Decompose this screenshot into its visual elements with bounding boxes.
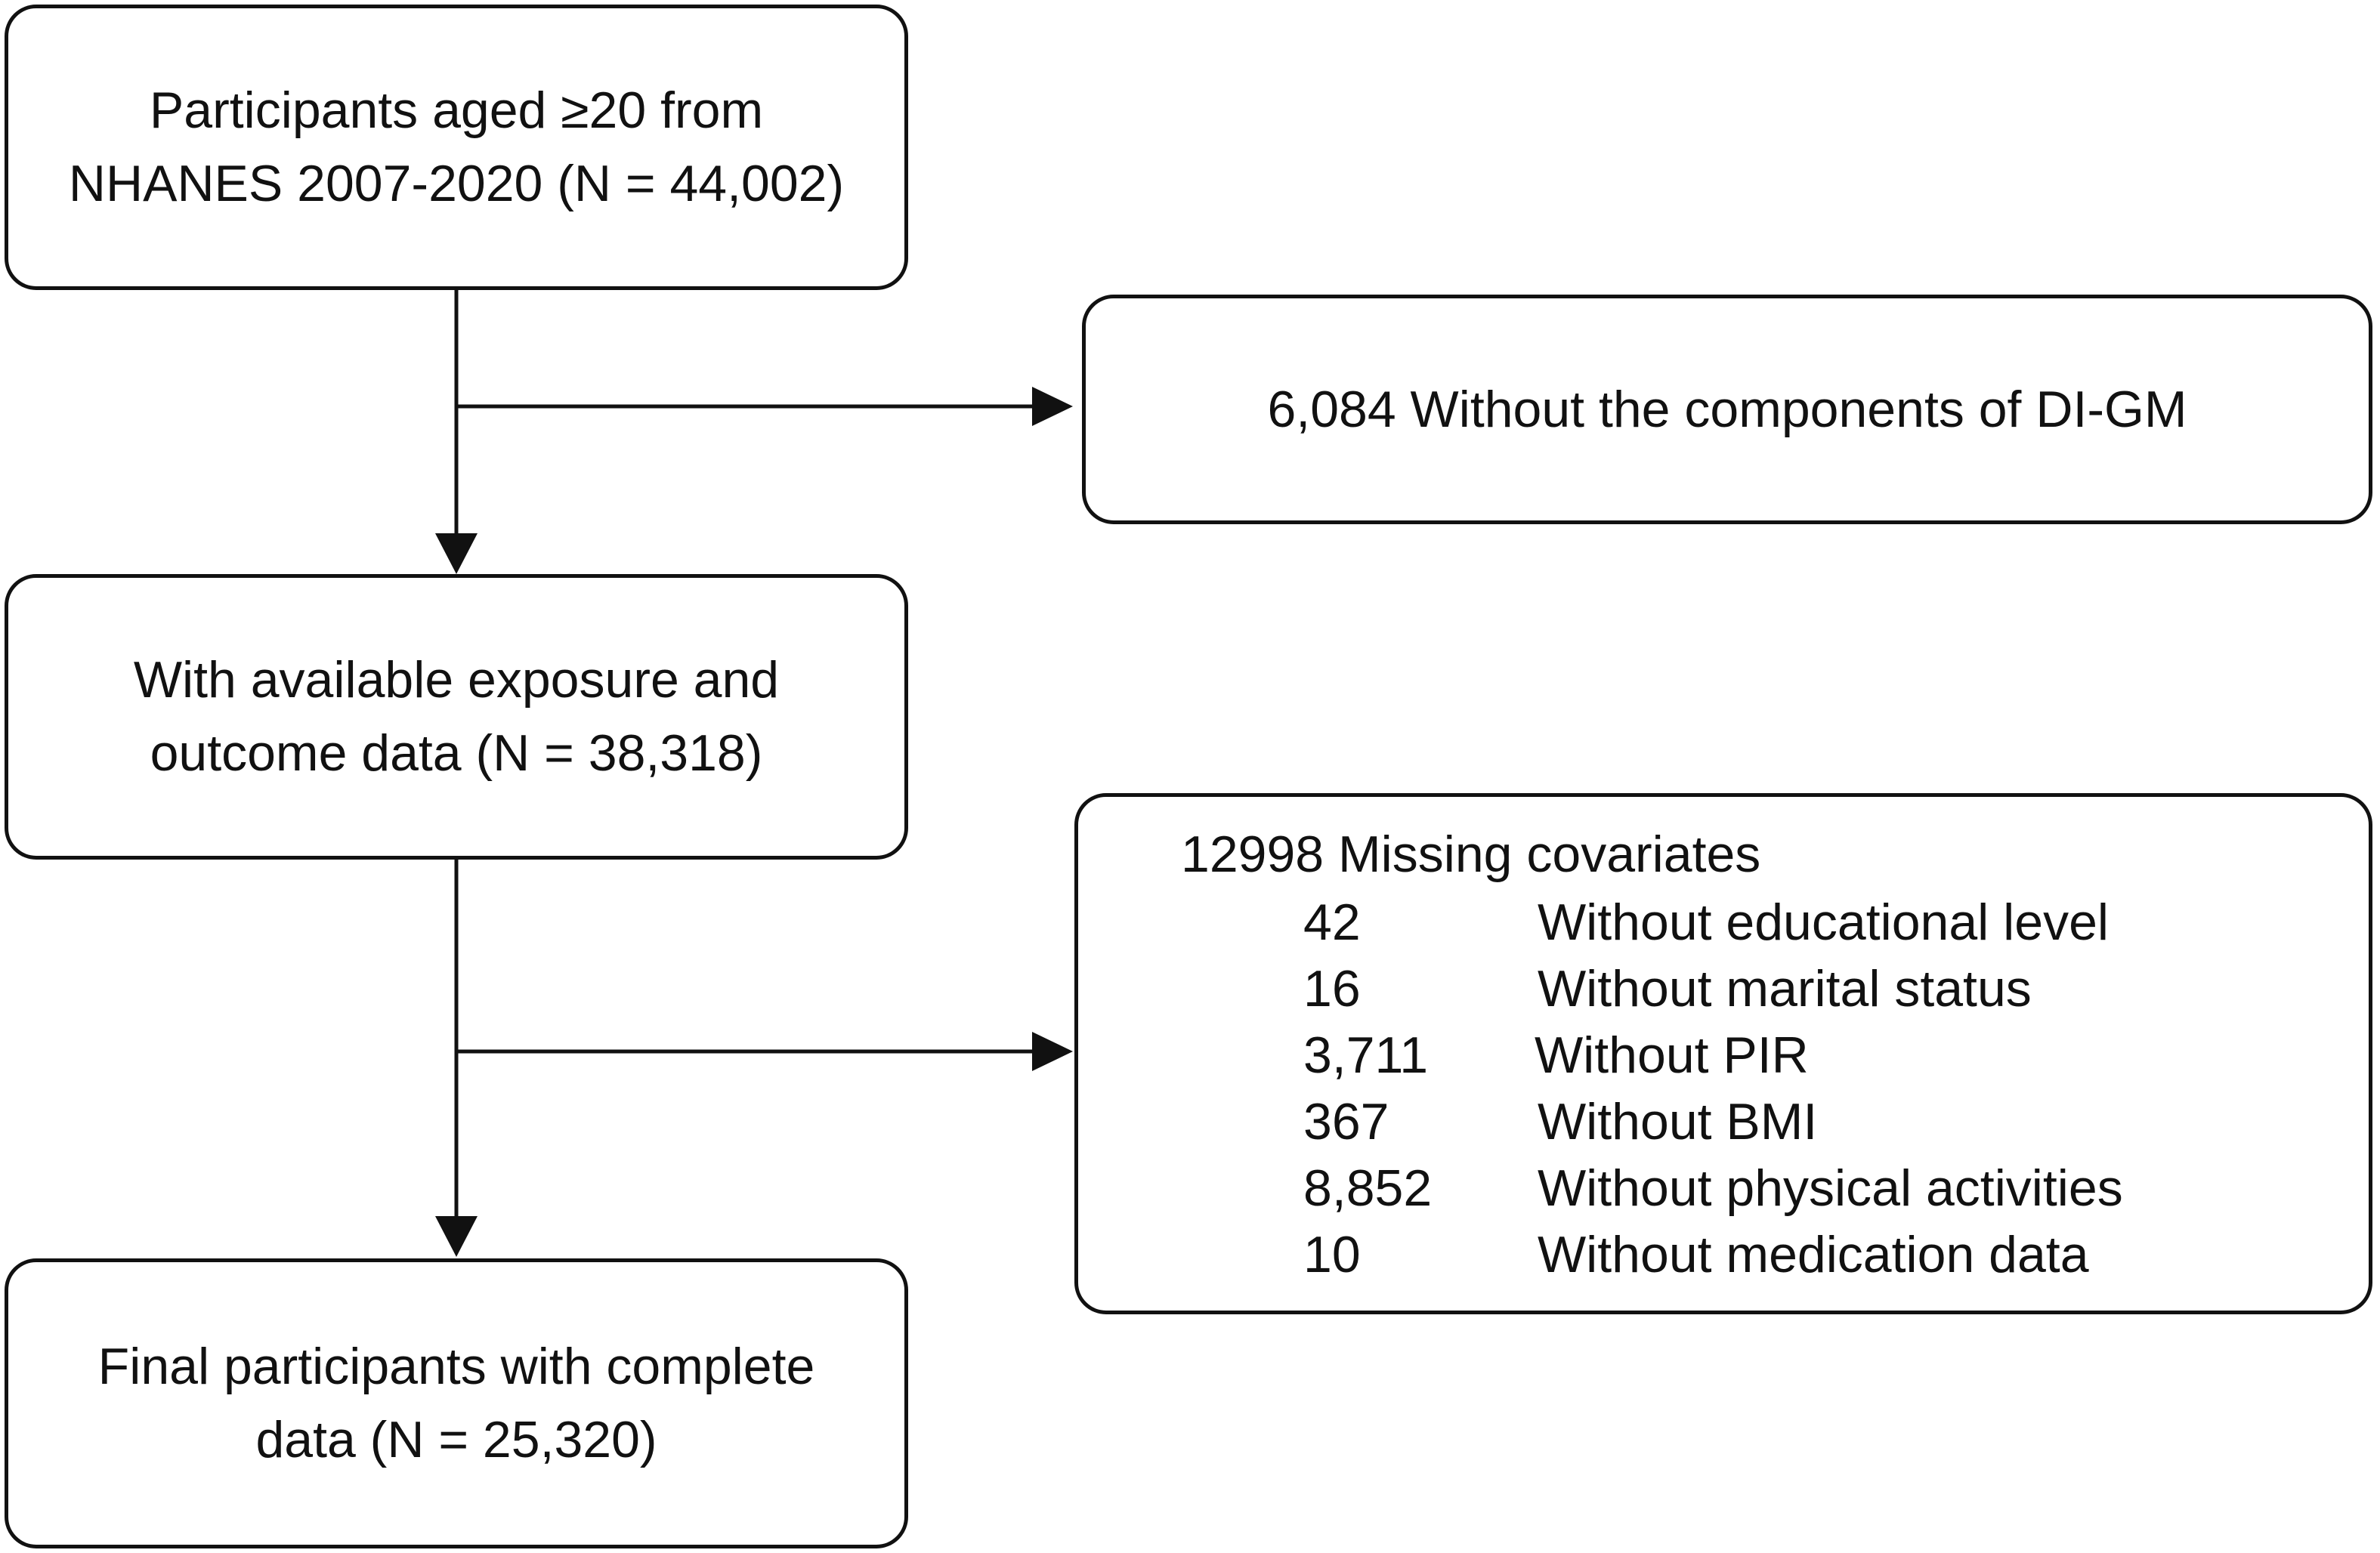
covariate-count: 16 (1303, 960, 1361, 1017)
covariate-reason: Without educational level (1538, 894, 2110, 951)
covariates-title: 12998 Missing covariates (1181, 826, 1761, 883)
covariate-reason: Without BMI (1538, 1093, 1818, 1150)
covariate-count: 8,852 (1303, 1159, 1433, 1217)
available-line-1: With available exposure and (133, 651, 780, 709)
exclusion-dietary-box (1082, 295, 2372, 524)
covariate-count: 10 (1303, 1226, 1361, 1283)
final-line-2: data (N = 25,320) (255, 1411, 657, 1468)
arrowhead-to-exclusion2 (1032, 1032, 1073, 1071)
start-population-box (5, 5, 908, 290)
arrowhead-to-available (435, 533, 478, 574)
covariate-reason: Without physical activities (1538, 1159, 2123, 1217)
available-line-2: outcome data (N = 38,318) (150, 724, 763, 782)
covariate-reason: Without marital status (1538, 960, 2032, 1017)
covariate-reason: Without medication data (1538, 1226, 2089, 1283)
start-line-1: Participants aged ≥20 from (149, 82, 764, 139)
final-line-1: Final participants with complete (97, 1338, 815, 1395)
available-data-box (5, 574, 908, 860)
arrowhead-to-exclusion1 (1032, 387, 1073, 426)
final-participants-box (5, 1258, 908, 1548)
start-line-2: NHANES 2007-2020 (N = 44,002) (68, 155, 845, 212)
arrowhead-to-final (435, 1216, 478, 1257)
exclusion-dietary-text: 6,084 Without the components of DI-GM (1267, 380, 2187, 438)
covariate-reason: Without PIR (1535, 1027, 1809, 1084)
covariate-count: 42 (1303, 894, 1361, 951)
covariate-count: 367 (1303, 1093, 1389, 1150)
covariate-count: 3,711 (1303, 1027, 1429, 1084)
exclusion-covariates-box (1074, 793, 2372, 1314)
